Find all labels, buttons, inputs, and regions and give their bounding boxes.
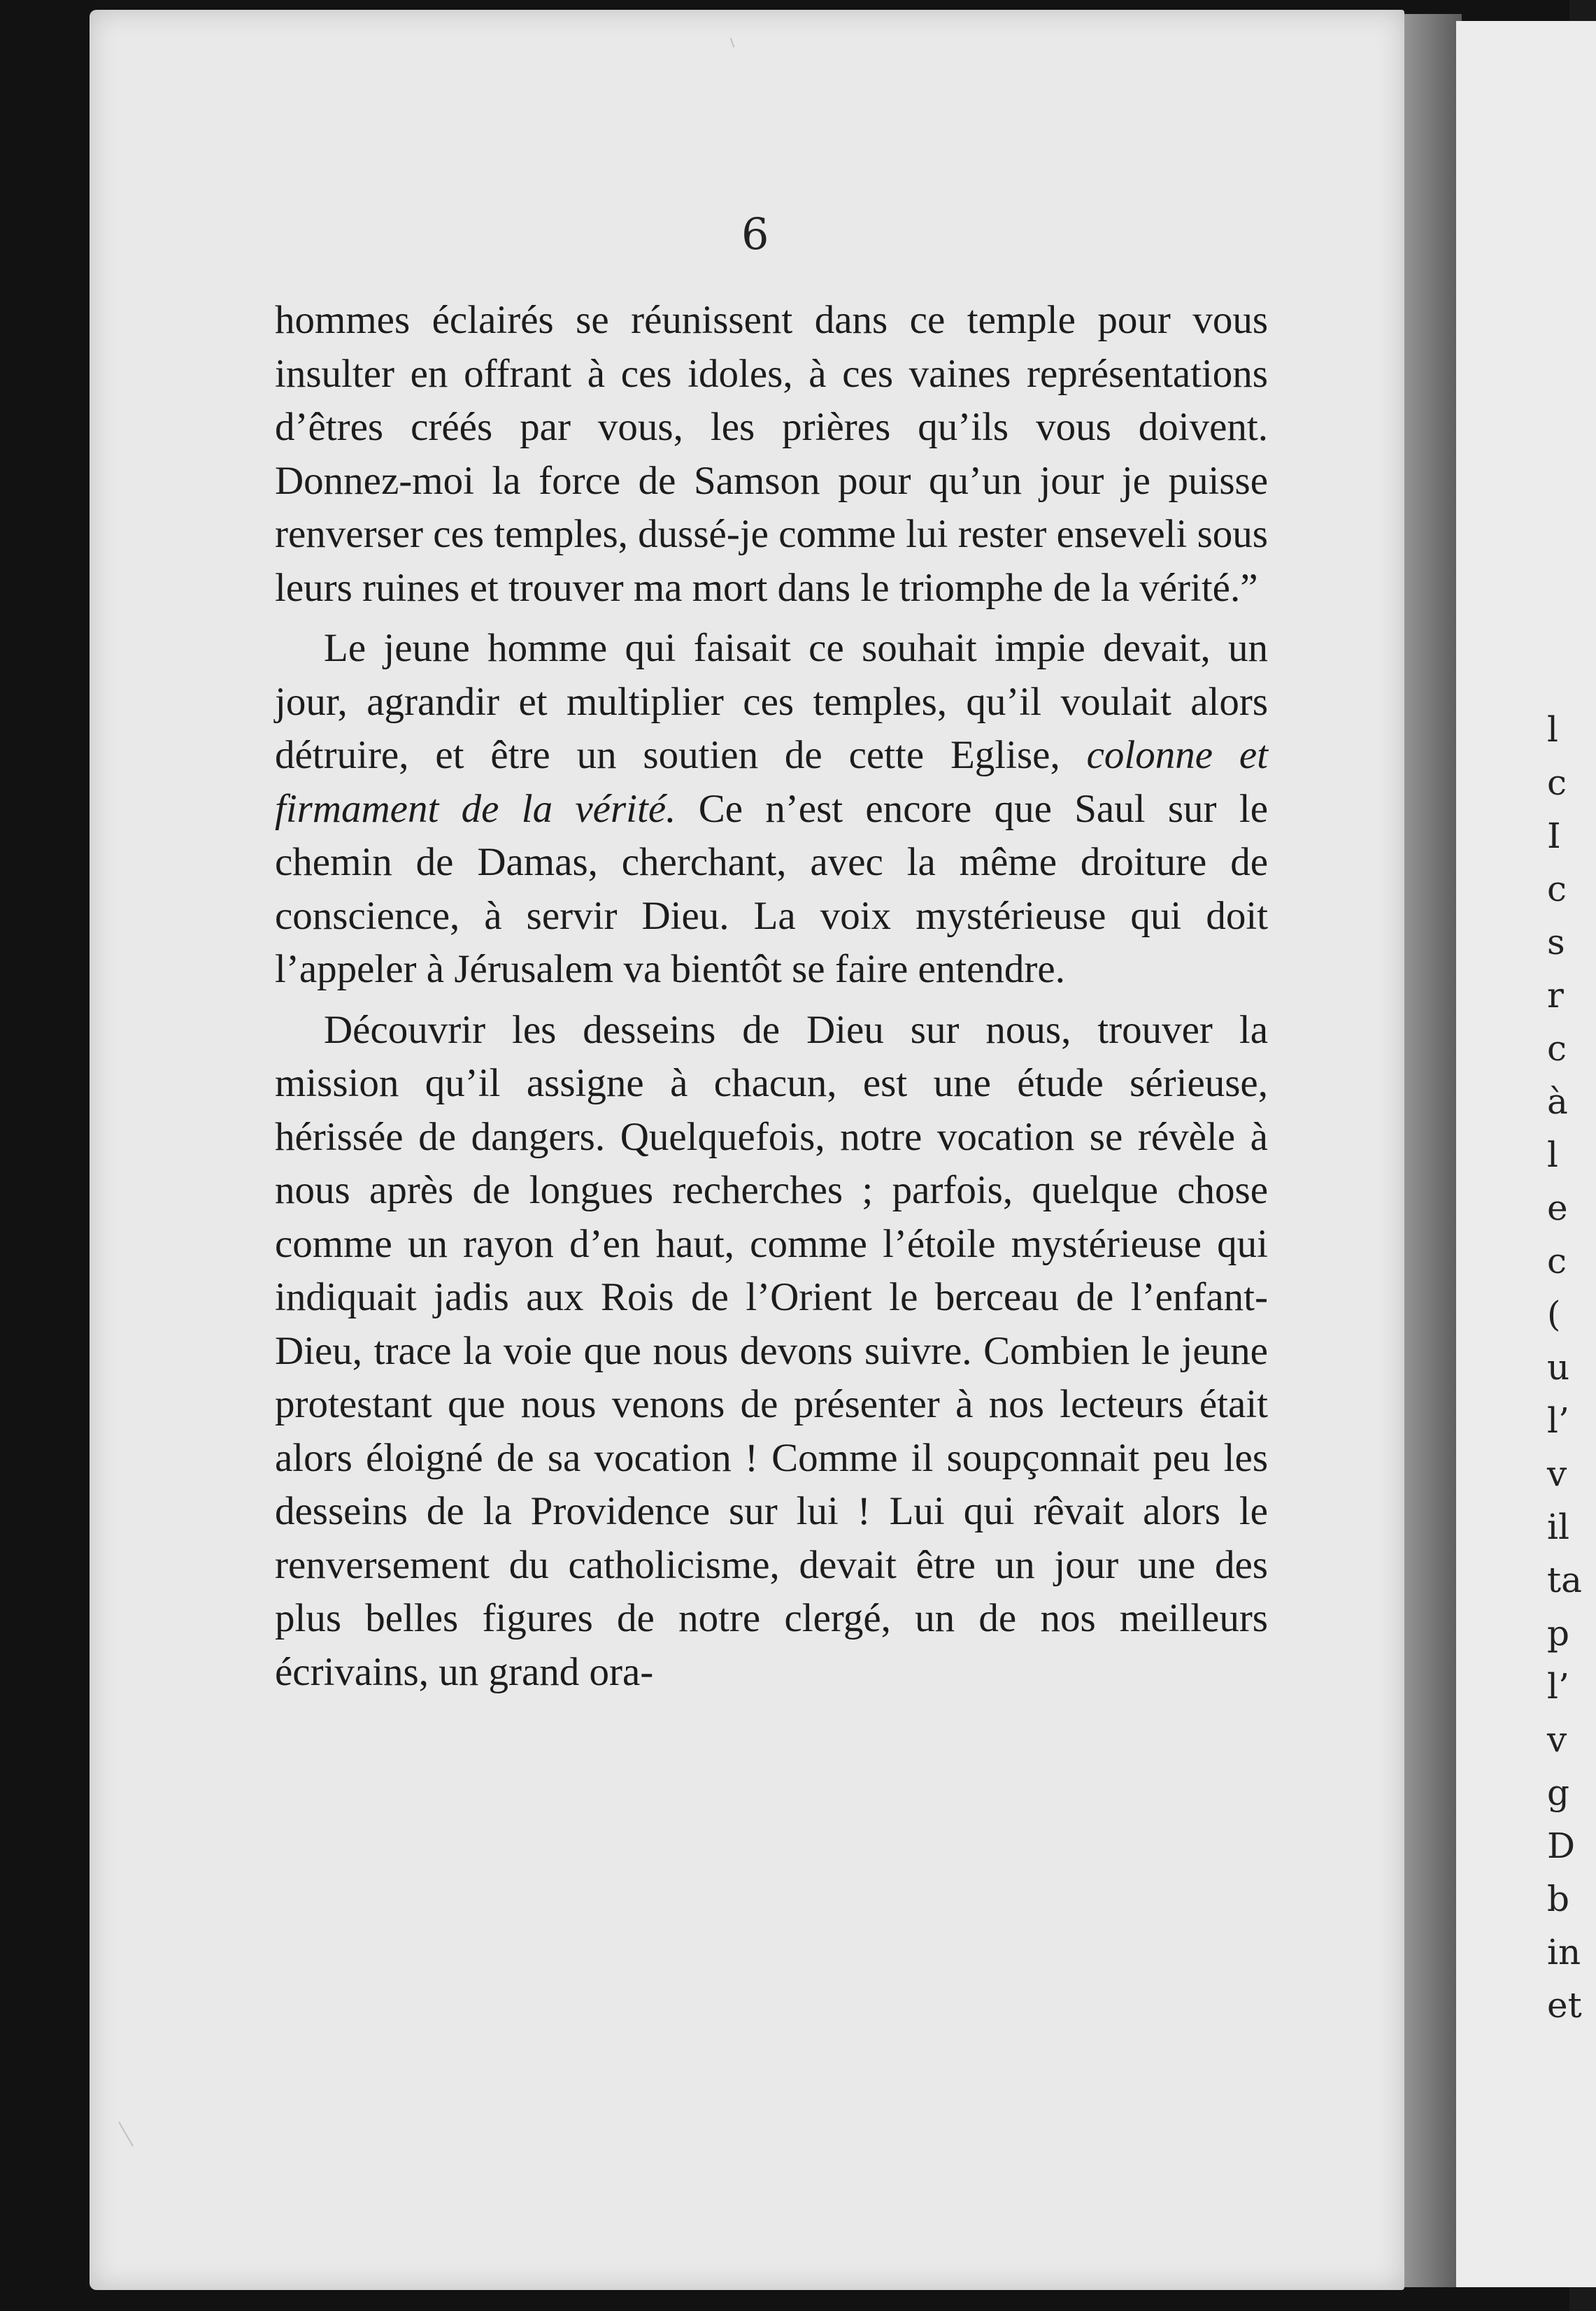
facing-page-letter: c	[1547, 869, 1567, 909]
facing-page-letter: p	[1547, 1613, 1570, 1654]
paragraph	[275, 1004, 1268, 1700]
paragraph-text: Ce n’est encore que Saul sur le chemin de Damas, cherchant, avec la même droiture de conscience, à servir Dieu. La voix mystérieuse qui doit l’appeler à Jérusalem va bientôt se faire entendre.	[275, 786, 1268, 991]
facing-page-letter: in	[1547, 1932, 1581, 1972]
facing-page-letter: D	[1547, 1826, 1576, 1866]
facing-page-letter: l	[1547, 1135, 1558, 1175]
facing-page-letter: v	[1547, 1719, 1567, 1760]
facing-page-letter: s	[1547, 922, 1565, 962]
facing-page-letter: I	[1547, 816, 1561, 856]
body-text	[275, 294, 1268, 1706]
facing-page-letter: e	[1547, 1188, 1568, 1228]
facing-page-letter: u	[1547, 1347, 1570, 1388]
facing-page-letter: à	[1547, 1081, 1568, 1122]
paragraph	[275, 294, 1268, 615]
facing-page-letter: l’	[1547, 1400, 1569, 1441]
facing-page-letter: l’	[1547, 1666, 1569, 1707]
page-number: 6	[741, 208, 769, 259]
paragraph	[275, 622, 1268, 997]
italic-text: colonne et firmament de la vérité.	[275, 733, 1268, 831]
facing-page-letter: v	[1547, 1453, 1567, 1494]
facing-page-letter: r	[1547, 975, 1564, 1016]
facing-page-letter: g	[1547, 1772, 1570, 1813]
paragraph-text: Découvrir les desseins de Dieu sur nous, trouver la mission qu’il assigne à chacun, est une étude sérieuse, hérissée de dangers. Quelquefois, notre vocation se révèle à nous après de longues recherches ; parfois, quelque chose comme un rayon d’en haut, comme l’étoile mystérieuse qui indiquait jadis aux Rois de l’Orient le berceau de l’enfant-Dieu, trace la voie que nous devons suivre. Combien le jeune protestant que nous venons de présenter à nos lecteurs était alors éloigné de sa vocation ! Comme il soupçonnait peu les desseins de la Providence sur lui ! Lui qui rêvait alors le renversement du catholicisme, devait être un jour une des plus belles figures de notre clergé, un de nos meilleurs écrivains, un grand ora-	[275, 1007, 1268, 1694]
facing-page-letter: c	[1547, 762, 1567, 803]
facing-page-letter: l	[1547, 709, 1558, 750]
facing-page-letter: il	[1547, 1507, 1569, 1547]
facing-page-letter: ta	[1547, 1560, 1582, 1600]
paragraph-text: hommes éclairés se réunissent dans ce temple pour vous insulter en offrant à ces idoles, à ces vaines représentations d’êtres créés par vous, les prières qu’ils vous doivent. Donnez-moi la force de Samson pour qu’un jour je puisse renverser ces temples, dussé-je comme lui rester enseveli sous leurs ruines et trouver ma mort dans le triomphe de la vérité.”	[275, 298, 1268, 610]
paragraph-text: Le jeune homme qui faisait ce souhait impie devait, un jour, agrandir et multiplier ces temples, qu’il voulait alors détruire, et être un soutien de cette Eglise,	[275, 626, 1268, 777]
facing-page-letter: (	[1547, 1294, 1561, 1335]
page-gutter-shadow	[1399, 14, 1462, 2287]
facing-page-text	[1547, 703, 1582, 2032]
facing-page-letter: b	[1547, 1879, 1570, 1919]
facing-page-letter: c	[1547, 1028, 1567, 1069]
facing-page-letter: c	[1547, 1241, 1567, 1281]
facing-page-letter: et	[1547, 1985, 1582, 2026]
